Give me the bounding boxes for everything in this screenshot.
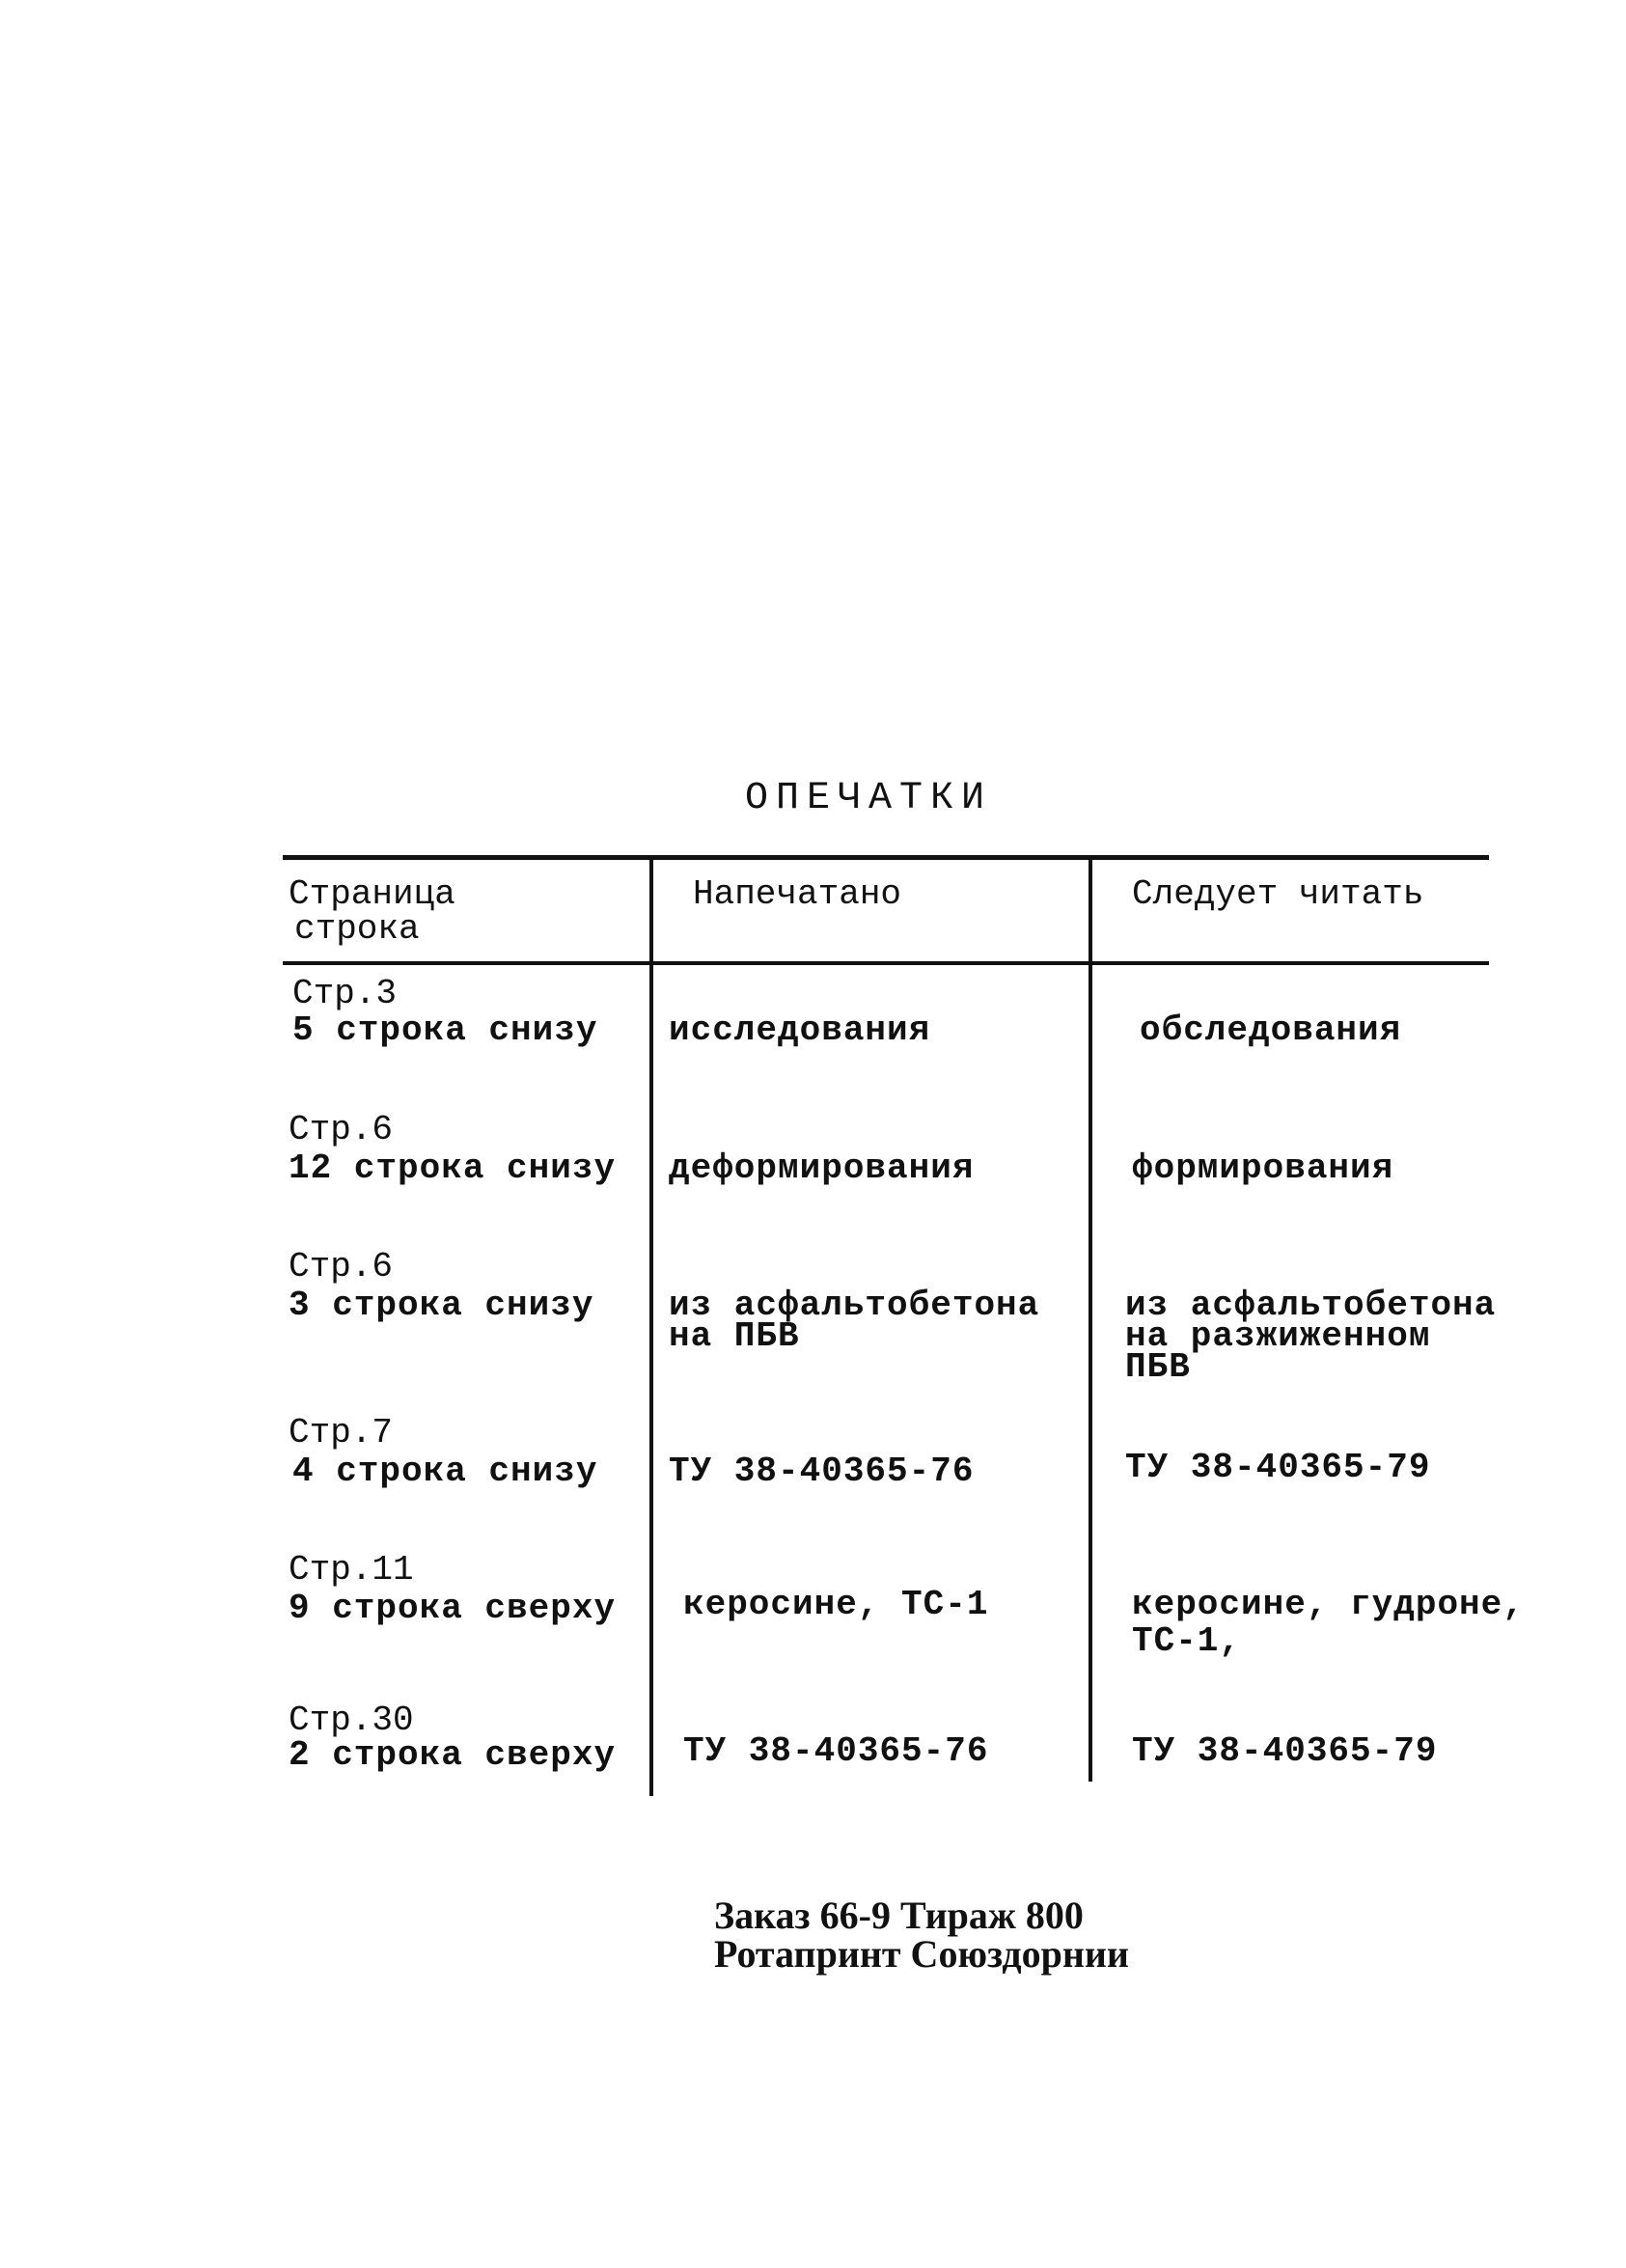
- page-title: ОПЕЧАТКИ: [744, 777, 993, 820]
- row-2-line: 12 строка снизу: [289, 1148, 617, 1188]
- row-5-page: Стр.11: [289, 1550, 414, 1590]
- row-6-line: 2 строка сверху: [289, 1735, 617, 1775]
- row-6-page: Стр.30: [289, 1701, 414, 1740]
- row-4-printed: ТУ 38-40365-76: [669, 1452, 975, 1491]
- row-3-correct-line1: из асфальтобетона: [1125, 1286, 1497, 1325]
- row-3-correct-line3: ПБВ: [1125, 1347, 1191, 1387]
- row-1-correct: обследования: [1140, 1010, 1402, 1050]
- row-3-printed-line2: на ПБВ: [669, 1316, 800, 1356]
- row-1-page: Стр.3: [292, 974, 398, 1013]
- row-4-line: 4 строка снизу: [292, 1452, 598, 1491]
- imprint-order-line: Заказ 66-9 Тираж 800: [714, 1894, 1084, 1937]
- row-4-correct: ТУ 38-40365-79: [1125, 1448, 1431, 1487]
- row-3-page: Стр.6: [289, 1247, 394, 1286]
- table-header-rule: [283, 961, 1489, 965]
- row-5-correct-line1: керосине, гудроне,: [1132, 1585, 1525, 1624]
- row-6-correct: ТУ 38-40365-79: [1132, 1731, 1438, 1771]
- row-5-line: 9 строка сверху: [289, 1589, 617, 1628]
- column-divider-2: [1089, 855, 1092, 1782]
- errata-table: [283, 855, 1525, 1796]
- header-correct: Следует читать: [1132, 874, 1424, 914]
- header-page-line2: строка: [294, 909, 420, 949]
- header-page-line1: Страница: [289, 874, 455, 914]
- imprint-printer-line: Ротапринт Союздорнии: [714, 1932, 1129, 1976]
- table-top-rule: [283, 855, 1489, 860]
- row-5-printed: керосине, ТС-1: [683, 1585, 989, 1624]
- row-1-printed: исследования: [669, 1010, 931, 1050]
- print-imprint: [714, 1896, 1254, 1974]
- row-2-page: Стр.6: [289, 1110, 394, 1149]
- row-2-printed: деформирования: [669, 1148, 975, 1188]
- row-4-page: Стр.7: [289, 1413, 394, 1452]
- row-3-printed-line1: из асфальтобетона: [669, 1286, 1040, 1325]
- row-3-line: 3 строка снизу: [289, 1286, 594, 1325]
- row-1-line: 5 строка снизу: [292, 1010, 598, 1050]
- row-2-correct: формирования: [1132, 1148, 1394, 1188]
- row-5-correct-line2: ТС-1,: [1132, 1621, 1242, 1661]
- header-printed: Напечатано: [693, 874, 902, 914]
- row-3-correct-line2: на разжиженном: [1125, 1316, 1431, 1356]
- column-divider-1: [649, 855, 653, 1796]
- row-6-printed: ТУ 38-40365-76: [683, 1731, 989, 1771]
